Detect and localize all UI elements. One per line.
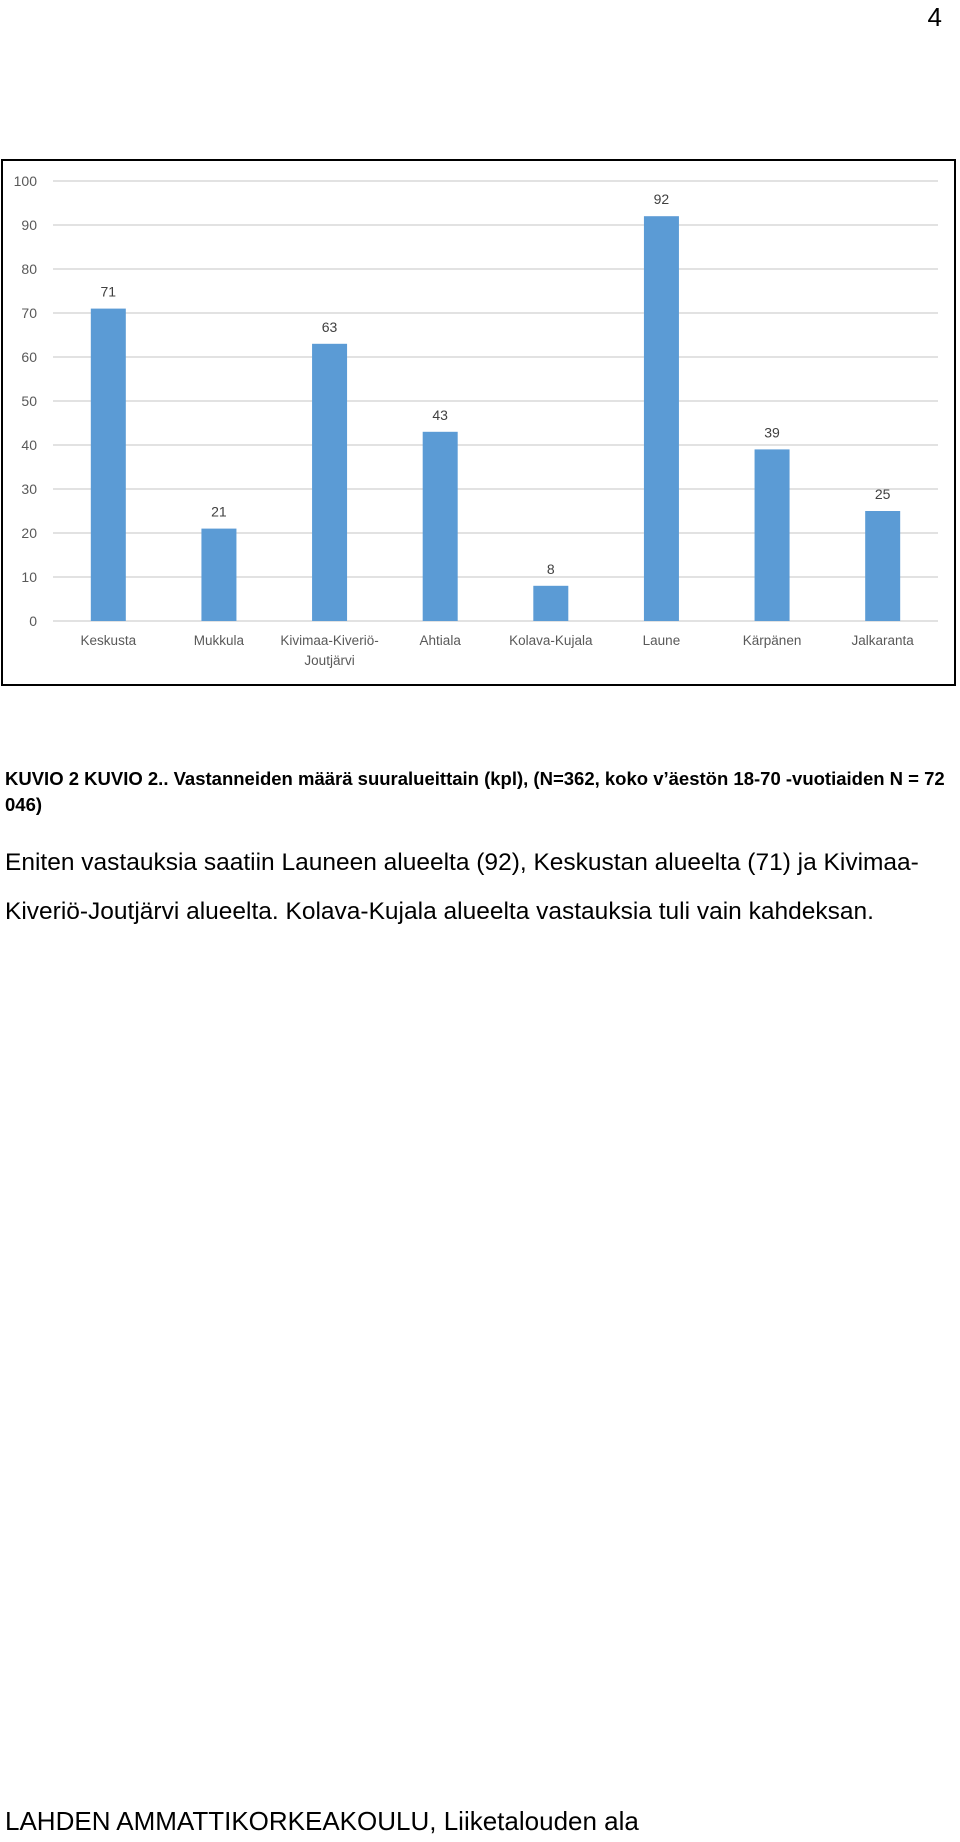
data-label: 25 bbox=[874, 486, 891, 502]
y-tick-label: 100 bbox=[13, 173, 37, 189]
y-tick-label: 60 bbox=[21, 349, 37, 365]
y-tick-label: 50 bbox=[21, 393, 37, 409]
bar bbox=[644, 216, 679, 621]
data-label: 92 bbox=[653, 191, 670, 208]
data-label: 8 bbox=[546, 560, 555, 577]
y-tick-label: 0 bbox=[29, 613, 37, 629]
chart-svg bbox=[3, 161, 954, 684]
data-label: 63 bbox=[321, 318, 338, 335]
data-label: 21 bbox=[211, 503, 227, 520]
bar-chart bbox=[1, 159, 956, 686]
body-paragraph: Eniten vastauksia saatiin Launeen alueelta (92), Keskustan alueelta (71) ja Kivimaa-Kiveriö-Joutjärvi alueelta. Kolava-Kujala alueelta vastauksia tuli vain kahdeksan. bbox=[5, 849, 919, 925]
y-tick-label: 30 bbox=[21, 481, 37, 497]
x-tick-label: Laune bbox=[642, 633, 681, 648]
bar bbox=[201, 529, 236, 621]
bar bbox=[755, 449, 790, 621]
bar bbox=[533, 586, 568, 621]
data-label: 43 bbox=[432, 406, 448, 423]
y-tick-label: 80 bbox=[21, 261, 37, 277]
y-tick-label: 40 bbox=[21, 437, 37, 453]
x-tick-label: Kivimaa-Kiveriö- bbox=[280, 633, 379, 648]
x-tick-label: Ahtiala bbox=[419, 633, 461, 648]
data-label: 39 bbox=[764, 424, 780, 441]
x-tick-label: Keskusta bbox=[80, 633, 137, 648]
y-tick-label: 90 bbox=[21, 217, 37, 233]
bar bbox=[423, 432, 458, 621]
x-tick-label: Jalkaranta bbox=[851, 633, 914, 648]
bar bbox=[312, 344, 347, 621]
x-tick-label: Kolava-Kujala bbox=[509, 633, 593, 648]
figure-caption: KUVIO 2 KUVIO 2.. Vastanneiden määrä suuralueittain (kpl), (N=362, koko v’äestön 18-70 -vuotiaiden N = 72 046) bbox=[5, 768, 945, 815]
x-tick-label: Kärpänen bbox=[742, 633, 802, 648]
data-label: 71 bbox=[100, 283, 117, 300]
page-footer: LAHDEN AMMATTIKORKEAKOULU, Liiketalouden ala bbox=[5, 1806, 639, 1836]
bar bbox=[865, 511, 900, 621]
y-tick-label: 10 bbox=[21, 569, 37, 585]
x-tick-label: Joutjärvi bbox=[304, 653, 355, 668]
page-number: 4 bbox=[927, 2, 942, 32]
bar bbox=[91, 309, 126, 621]
y-tick-label: 20 bbox=[21, 525, 37, 541]
y-tick-label: 70 bbox=[21, 305, 37, 321]
x-tick-label: Mukkula bbox=[193, 633, 245, 648]
